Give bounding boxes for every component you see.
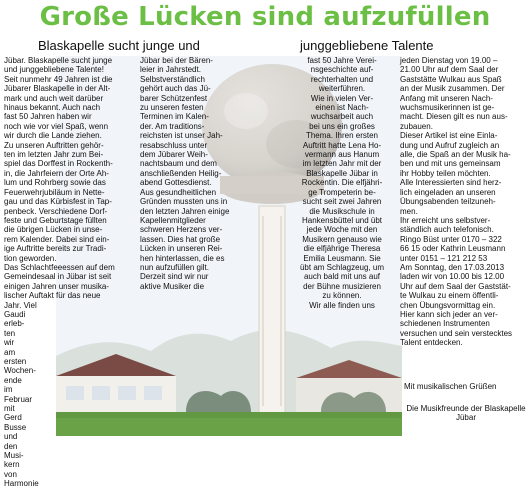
subheadline-right: junggebliebene Talente [300,38,434,53]
closing-greeting: Mit musikalischen Grüßen [404,382,497,391]
article-headline: Große Lücken sind aufzufüllen [39,2,491,32]
signature: Die Musikfreunde der Blaskapelle Jübar [406,404,526,422]
article-column-3: fast 50 Jahre Verei- nsgeschichte auf- rechterhalten und weiterführen. Wie in vielen Ver- einen ist Nach- wuchsarbeit auch bei uns ein großes Thema. Ihren ersten Auftritt hatte Lena Ho- vermann aus Hanum im letzten Jahr mit der Blaskapelle Jübar in Rockentin. Die elfjähri- ge Trompeterin be- sucht seit zwei Jahren die Musikschule in Hankensbüttel und übt jede Woche mit den Musikern genauso wie die elfjährige Theresa Emilia Leusmann. Sie übt am Schlagzeug, um auch bald mit uns auf der Bühne musizieren zu können. Wir alle finden uns [299,56,385,310]
subheadline-left: Blaskapelle sucht junge und [38,38,200,53]
article-column-4: jeden Dienstag von 19.00 – 21.00 Uhr auf dem Saal der Gaststätte Wulkau aus Spaß an der Musik zusammen. Der Anfang mit unseren Nach- wuchsmusikerinnen ist ge- macht. Diesen gilt es nun aus- zubauen. Dieser Artikel ist eine Einla- dung und Aufruf zugleich an alle, die Spaß an der Musik ha- ben und mit uns gemeinsam ihr Hobby teilen möchten. Alle Interessierten sind herz- lich eingeladen an unseren Übungsabenden teilzuneh- men. Ihr erreicht uns selbstver- ständlich auch telefonisch. Ringo Büst unter 0170 – 322 66 15 oder Kathrin Leusmann unter 0151 – 121 212 53 Am Sonntag, den 17.03.2013 laden wir von 10.00 bis 12.00 Uhr auf dem Saal der Gaststät- te Wulkau zu einem öffentli- chen Übungsvormittag ein. Hier kann sich jeder an ver- schiedenen Instrumenten versuchen und sein verstecktes Talent entdecken. [400,56,513,348]
article-column-1: Jübar. Blaskapelle sucht junge und junggebliebene Talente! Seit nunmehr 49 Jahren ist die Jübarer Blaskapelle in der Alt- mark und auch weit darüber hinaus bekannt. Auch nach fast 50 Jahren haben wir noch wie vor viel Spaß, wenn wir durch die Lande ziehen. Zu unseren Auftritten gehör- ten im letzten Jahr zum Bei- spiel das Dorffest in Rockenth- in, die Jahrfeiern der Orte Ah- lum und Rohrberg sowie das Feuerwehrjubiläum in Nette- gau und das Kürbisfest in Tap- penbeck. Verschiedene Dorf- feste und Geburtstage füllten die übrigen Lücken in unse- rem Kalender. Dabei sind ein- ige Auftritte bereits zur Tradi- tion geworden. Das Schlachtfeeessen auf dem Gemeindesaal in Jübar ist seit einigen Jahren unser musika- lischer Auftakt für das neue Jahr. Viel Gaudi erleb- ten wir am ersten Wochen- ende im Februar mit Gerd Busse und den Musi- kern von Harmonie [4,56,115,489]
article-column-2: Jübar bei der Bären- leier in Jahrstedt. Selbstverständlich gehört auch das Jü- barer Schützenfest zu unseren festen Terminen im Kalen- der. Am traditions- reichsten ist unser Jah- resabschluss unter dem Jübarer Weih- nachtsbaum und dem anschließenden Heilig- abend Gottesdienst. Aus gesundheitlichen Gründen mussten uns in den letzten Jahren einige Kapellenmitglieder schweren Herzens ver- lassen. Dies hat große Lücken in unseren Rei- hen hinterlassen, die es nun aufzufüllen gilt. Derzeit sind wir nur aktive Musiker die [140,56,230,291]
